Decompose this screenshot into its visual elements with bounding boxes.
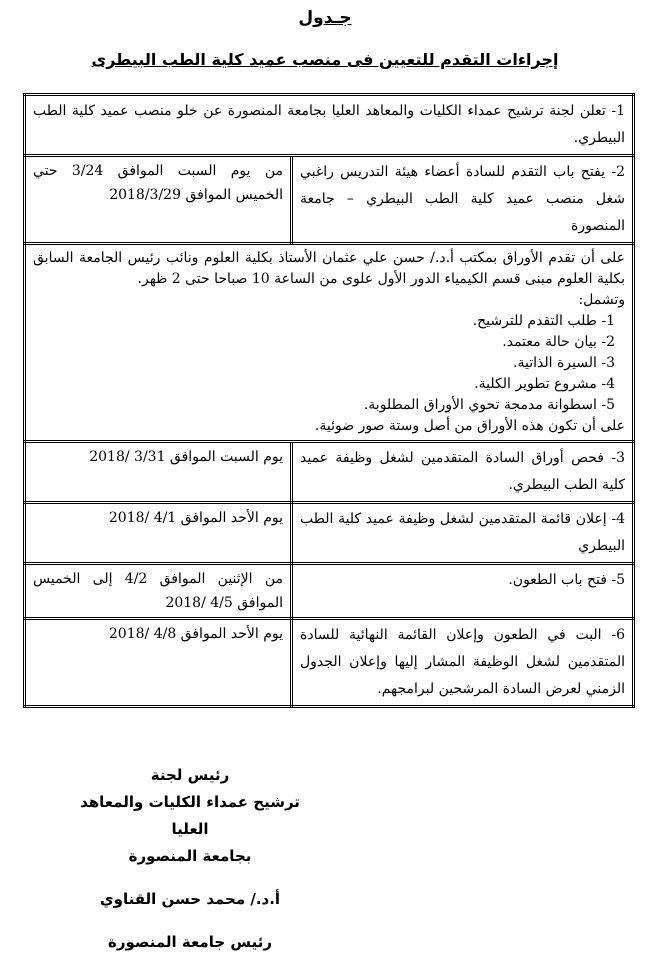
step-2-date: من يوم السبت الموافق 3/24 حتي الخميس الموافق 2018/3/29 bbox=[25, 156, 292, 244]
step-5-text: 5- فتح باب الطعون. bbox=[292, 564, 634, 619]
list-item: 5- اسطوانة مدمجة تحوي الأوراق المطلوبة. bbox=[363, 397, 615, 413]
step-3-date: يوم السبت الموافق 3/31 /2018 bbox=[25, 442, 292, 503]
schedule-table bbox=[23, 93, 635, 708]
step-3-text: 3- فحص أوراق السادة المتقدمين لشغل وظيفة عميد كلية الطب البيطري. bbox=[292, 442, 634, 503]
submission-includes: وتشمل: bbox=[578, 292, 625, 308]
table-row bbox=[25, 156, 634, 244]
signature-title-line-3: بجامعة المنصورة bbox=[128, 847, 252, 865]
table-row bbox=[25, 95, 634, 156]
step-2-text: 2- يفتح باب التقدم للسادة أعضاء هيئة التدريس راغبي شغل منصب عميد كلية الطب البيطري – جامعة المنصورة bbox=[292, 156, 634, 244]
submission-info bbox=[25, 244, 634, 442]
table-row bbox=[25, 244, 634, 442]
list-item: 1- طلب التقدم للترشيح. bbox=[472, 313, 615, 329]
submission-note: على أن تكون هذه الأوراق من أصل وستة صور ضوئية. bbox=[314, 418, 625, 434]
step-4-text: 4- إعلان قائمة المتقدمين لشغل وظيفة عميد كلية الطب البيطري bbox=[292, 503, 634, 564]
signatory-name: أ.د./ محمد حسن القناوي bbox=[99, 890, 281, 908]
document-title: جـدول bbox=[298, 8, 352, 28]
list-item: 4- مشروع تطوير الكلية. bbox=[474, 376, 615, 392]
list-item: 2- بيان حالة معتمد. bbox=[502, 334, 615, 350]
signature-title-line-1: رئيس لجنة bbox=[150, 766, 230, 784]
signature-title-line-2: ترشيح عمداء الكليات والمعاهد العليا bbox=[80, 793, 300, 838]
step-6-date: يوم الأحد الموافق 4/8 /2018 bbox=[25, 619, 292, 707]
documents-list bbox=[33, 311, 625, 416]
document-subtitle: إجراءات التقدم للتعيين فى منصب عميد كلية الطب البيطرى bbox=[91, 50, 559, 69]
step-1-text: 1- تعلن لجنة ترشيح عمداء الكليات والمعاهد العليا بجامعة المنصورة عن خلو منصب عميد كلية الطب البيطري. bbox=[25, 95, 634, 156]
table-row bbox=[25, 619, 634, 707]
table-row bbox=[25, 503, 634, 564]
list-item: 3- السيرة الذاتية. bbox=[513, 355, 615, 371]
step-4-date: يوم الأحد الموافق 4/1 /2018 bbox=[25, 503, 292, 564]
signatory-position: رئيس جامعة المنصورة bbox=[108, 933, 272, 951]
table-row bbox=[25, 564, 634, 619]
submission-intro: على أن تقدم الأوراق بمكتب أ.د./ حسن علي عثمان الأستاذ بكلية العلوم ونائب رئيس الجامعة السابق بكلية العلوم مبنى قسم الكيمياء الدور الأول علوى من الساعة 10 صباحا حتى 2 ظهر. bbox=[33, 250, 625, 287]
step-6-text: 6- البت في الطعون وإعلان القائمة النهائية للسادة المتقدمين لشغل الوظيفة المشار إليها وإعلان الجدول الزمني لعرض السادة المرشحين لبرامجهم. bbox=[292, 619, 634, 707]
signature-block bbox=[60, 762, 320, 956]
table-row bbox=[25, 442, 634, 503]
step-5-date: من الإثنين الموافق 4/2 إلى الخميس الموافق 4/5 /2018 bbox=[25, 564, 292, 619]
